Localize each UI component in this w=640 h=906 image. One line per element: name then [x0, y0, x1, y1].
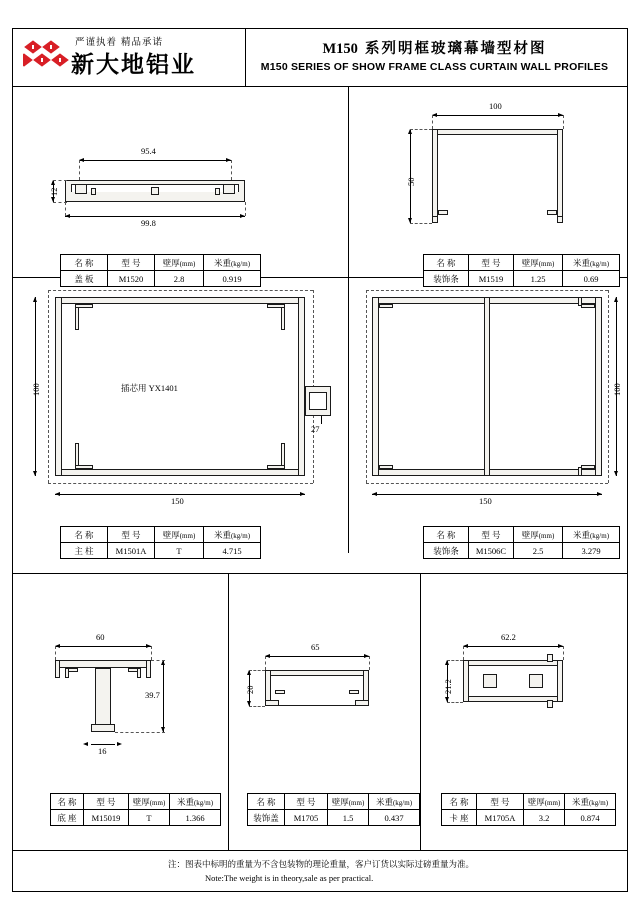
drawing-header [13, 29, 627, 87]
profile-cell-deco-strip-1506c [348, 278, 627, 573]
cell-weight: 0.437 [369, 810, 420, 826]
dim-text-95-4: 95.4 [141, 146, 156, 156]
profile-cell-base [13, 574, 228, 850]
cell-thickness: 2.8 [155, 271, 204, 287]
header-weight-unit: (kg/m) [392, 798, 413, 807]
profile-cell-main-mullion [13, 278, 348, 573]
deco-strip-left-wall [432, 129, 438, 223]
bounding-dash-bottom [366, 483, 608, 484]
header-weight-unit: (kg/m) [589, 531, 610, 540]
deco-cap-bottom-lip-left [265, 700, 279, 706]
header-thickness-label: 壁厚 [527, 796, 545, 807]
clamp-seat-left-wall [463, 660, 469, 702]
header-weight-label: 米重 [571, 796, 589, 807]
header-thickness [155, 255, 204, 271]
spec-table-clamp-seat [441, 793, 616, 826]
cell-weight: 4.715 [204, 543, 261, 559]
clamp-seat-screw-boss-right [529, 674, 543, 688]
dim-line-39-7 [163, 660, 164, 732]
extension-line [53, 180, 67, 181]
dim-line-62-2 [463, 646, 563, 647]
header-weight-unit: (kg/m) [193, 798, 214, 807]
header-weight [204, 527, 261, 543]
deco-cap-top-wall [265, 670, 369, 676]
header-weight-label: 米重 [572, 529, 590, 540]
mullion-rib-tr2 [267, 304, 285, 308]
header-weight-label: 米重 [572, 257, 590, 268]
cell-name: 装饰盖 [248, 810, 285, 826]
header-weight-unit: (kg/m) [588, 798, 609, 807]
header-model: 型 号 [285, 794, 328, 810]
extension-line [447, 660, 463, 661]
dim-text-60: 60 [96, 632, 105, 642]
deco-cap-inner-hook [275, 690, 285, 694]
deco1506c-center-web [484, 297, 490, 476]
cell-thickness: 1.5 [328, 810, 369, 826]
header-thickness-unit: (mm) [538, 531, 555, 540]
spec-table-deco-strip-1506c [423, 526, 620, 559]
extension-line [410, 223, 432, 224]
cell-thickness: 1.25 [514, 271, 563, 287]
deco-strip-hook-right [547, 210, 557, 215]
cell-name: 装饰条 [424, 271, 469, 287]
header-weight-unit: (kg/m) [230, 259, 251, 268]
extension-line [249, 670, 265, 671]
cover-plate-rib-right [215, 188, 220, 195]
dim-line-27 [321, 416, 322, 424]
header-name: 名 称 [424, 255, 469, 271]
mullion-wall-left [55, 297, 62, 476]
deco1506c-hook-tl [379, 304, 393, 308]
profile-cell-cover-plate [13, 88, 348, 284]
cover-plate-rib-left [91, 188, 96, 195]
cell-name: 卡 座 [442, 810, 477, 826]
cell-model: M1520 [108, 271, 155, 287]
extension-line [151, 660, 165, 661]
extension-line [249, 706, 265, 707]
header-weight [563, 527, 620, 543]
title-chinese-text: 系列明框玻璃幕墙型材图 [365, 41, 547, 57]
dim-text-20: 20 [245, 685, 255, 694]
clamp-seat-tab-bottom [547, 700, 553, 708]
title-english: M150 SERIES OF SHOW FRAME CLASS CURTAIN WALL PROFILES [260, 61, 609, 73]
header-weight [563, 255, 620, 271]
mullion-rib-bl2 [75, 465, 93, 469]
dim-line-95-4 [79, 160, 231, 161]
dim-text-100: 100 [489, 101, 502, 111]
deco-cap-bottom-lip-right [355, 700, 369, 706]
dim-text-100-left: 100 [31, 383, 41, 396]
bounding-dash-bottom [48, 483, 313, 484]
profile-cell-deco-cap [229, 574, 420, 850]
deco1506c-wall-left [372, 297, 379, 476]
dim-arrow-up [614, 297, 618, 302]
clamp-seat-tab-top [547, 654, 553, 662]
header-thickness [524, 794, 565, 810]
cell-thickness: T [129, 810, 170, 826]
dim-line-60 [55, 646, 151, 647]
clamp-seat-right-wall [557, 660, 563, 702]
extension-line [447, 702, 463, 703]
header-thickness-unit: (mm) [179, 259, 196, 268]
base-hook-left2 [65, 668, 69, 678]
header-thickness-unit: (mm) [149, 798, 166, 807]
header-model: 型 号 [108, 255, 155, 271]
footer-note-english: Note:The weight is in theory,sale as per practical. [205, 873, 374, 883]
dim-line-100 [432, 115, 563, 116]
cell-name: 装饰条 [424, 543, 469, 559]
dim-arrow-right [597, 492, 602, 496]
row-divider-4 [13, 850, 627, 851]
extension-line [563, 646, 564, 660]
dim-arrow-right [300, 492, 305, 496]
dim-arrow-down [33, 471, 37, 476]
cell-weight: 3.279 [563, 543, 620, 559]
cell-thickness: T [155, 543, 204, 559]
header-thickness-label: 壁厚 [521, 257, 539, 268]
header-name: 名 称 [61, 527, 108, 543]
base-stem [95, 668, 111, 732]
mullion-wall-bottom [55, 469, 305, 476]
company-logo-block [13, 29, 245, 86]
header-name: 名 称 [61, 255, 108, 271]
cell-weight: 0.69 [563, 271, 620, 287]
extension-line [463, 646, 464, 660]
header-thickness-unit: (mm) [538, 259, 555, 268]
dim-arrow-left [83, 742, 88, 746]
deco1506c-wall-right [595, 297, 602, 476]
header-thickness [129, 794, 170, 810]
header-weight [170, 794, 221, 810]
header-weight-label: 米重 [176, 796, 194, 807]
mullion-rib-tl2 [75, 304, 93, 308]
spec-table-base [50, 793, 221, 826]
spec-table-deco-cap [247, 793, 420, 826]
dim-line-16 [91, 744, 115, 745]
dim-line-65 [265, 656, 369, 657]
dim-arrow-left [55, 492, 60, 496]
profile-cell-deco-strip-1519 [348, 88, 627, 284]
company-logo-icon [23, 39, 69, 69]
cover-plate-clip-right [223, 184, 235, 194]
deco1506c-hook-bl [379, 465, 393, 469]
bounding-dash-left [366, 290, 367, 483]
cell-thickness: 2.5 [514, 543, 563, 559]
deco1506c-notch-top [578, 297, 582, 306]
dim-text-100-right: 100 [612, 383, 622, 396]
deco-strip-right-wall [557, 129, 563, 223]
bounding-dash-top [48, 290, 313, 291]
header-weight-label: 米重 [213, 257, 231, 268]
dim-text-50: 50 [406, 177, 416, 186]
company-name: 新大地铝业 [71, 52, 196, 78]
header-weight-unit: (kg/m) [589, 259, 610, 268]
cell-weight: 0.874 [565, 810, 616, 826]
header-thickness-label: 壁厚 [132, 796, 150, 807]
header-weight-label: 米重 [213, 529, 231, 540]
deco-strip-foot-right [557, 216, 563, 223]
cell-model: M15019 [84, 810, 129, 826]
dim-line-50 [410, 129, 411, 223]
cell-name: 主 柱 [61, 543, 108, 559]
profile-cell-clamp-seat [421, 574, 627, 850]
bounding-dash-left [48, 290, 49, 483]
header-model: 型 号 [469, 527, 514, 543]
mullion-core-note: 插芯用 YX1401 [121, 383, 178, 393]
deco-cap-inner-hook-right [349, 690, 359, 694]
extension-line [563, 115, 564, 129]
dim-text-99-8: 99.8 [141, 218, 156, 228]
cell-name: 底 座 [51, 810, 84, 826]
base-top-flange [55, 660, 151, 668]
deco1506c-hook-br [581, 465, 595, 469]
dim-text-27: 27 [311, 424, 320, 434]
header-weight [369, 794, 420, 810]
cell-name: 盖 板 [61, 271, 108, 287]
header-model: 型 号 [477, 794, 524, 810]
dim-line-150 [55, 494, 305, 495]
extension-line [115, 732, 165, 733]
header-thickness [328, 794, 369, 810]
deco-strip-outline [432, 129, 563, 223]
deco-strip-foot-left [432, 216, 438, 223]
base-flange-lip-right [146, 660, 151, 678]
header-name: 名 称 [248, 794, 285, 810]
bounding-dash-right [608, 290, 609, 483]
cell-model: M1506C [469, 543, 514, 559]
spec-table-main-mullion [60, 526, 261, 559]
cell-model: M1501A [108, 543, 155, 559]
mullion-rib-br2 [267, 465, 285, 469]
extension-line [79, 160, 80, 180]
cell-weight: 1.366 [170, 810, 221, 826]
header-name: 名 称 [51, 794, 84, 810]
deco1506c-notch-bottom [578, 467, 582, 476]
extension-line [245, 202, 246, 216]
header-name: 名 称 [424, 527, 469, 543]
dim-text-16: 16 [98, 746, 107, 756]
extension-line [265, 656, 266, 670]
dim-text-150: 150 [479, 496, 492, 506]
extension-line [231, 160, 232, 180]
cell-model: M1705 [285, 810, 328, 826]
clamp-seat-screw-boss-left [483, 674, 497, 688]
dim-text-150: 150 [171, 496, 184, 506]
header-weight [565, 794, 616, 810]
title-block [245, 29, 627, 86]
cover-plate-clip-left [75, 184, 87, 194]
footer-note-chinese: 注：图表中标明的重量为不含包装物的理论重量，客户订货以实际过磅重量为准。 [168, 859, 475, 869]
dim-arrow-right [117, 742, 122, 746]
deco1506c-hook-tr [581, 304, 595, 308]
dim-text-39-7: 39.7 [145, 690, 160, 700]
dim-line-150 [372, 494, 602, 495]
header-model: 型 号 [469, 255, 514, 271]
dim-arrow-left [372, 492, 377, 496]
dim-text-65: 65 [311, 642, 320, 652]
mullion-wall-top [55, 297, 305, 304]
dim-line-99-8 [65, 216, 245, 217]
header-thickness-label: 壁厚 [162, 257, 180, 268]
extension-line [410, 129, 432, 130]
company-slogan: 严谨执着 精品承诺 [75, 37, 164, 48]
dim-text-12: 12 [49, 187, 59, 196]
dim-text-62-2: 62.2 [501, 632, 516, 642]
extension-line [65, 202, 66, 216]
extension-line [369, 656, 370, 670]
title-chinese [246, 37, 623, 58]
header-thickness [514, 255, 563, 271]
header-name: 名 称 [442, 794, 477, 810]
cover-plate-center-rib [151, 187, 159, 195]
header-thickness-unit: (mm) [348, 798, 365, 807]
header-thickness-unit: (mm) [544, 798, 561, 807]
mullion-outline [55, 297, 305, 476]
mullion-wall-right [298, 297, 305, 476]
mullion-side-boss-hole [309, 392, 327, 410]
title-series-code: M150 [322, 41, 358, 57]
dim-arrow-down [614, 471, 618, 476]
header-model: 型 号 [84, 794, 129, 810]
header-weight [204, 255, 261, 271]
header-model: 型 号 [108, 527, 155, 543]
base-stem-foot [91, 724, 115, 732]
dim-arrow-up [33, 297, 37, 302]
header-weight-unit: (kg/m) [230, 531, 251, 540]
dim-text-21-2: 21.2 [443, 679, 453, 694]
bounding-dash-top [366, 290, 608, 291]
header-thickness-unit: (mm) [179, 531, 196, 540]
header-thickness-label: 壁厚 [331, 796, 349, 807]
deco-strip-top-wall [432, 129, 563, 135]
extension-line [55, 646, 56, 660]
base-flange-lip-left [55, 660, 60, 678]
deco-strip-hook-left [438, 210, 448, 215]
header-thickness [514, 527, 563, 543]
cell-model: M1519 [469, 271, 514, 287]
cell-model: M1705A [477, 810, 524, 826]
extension-line [432, 115, 433, 129]
base-hook-right2 [137, 668, 141, 678]
header-thickness-label: 壁厚 [521, 529, 539, 540]
header-weight-label: 米重 [375, 796, 393, 807]
cell-weight: 0.919 [204, 271, 261, 287]
extension-line [151, 646, 152, 660]
header-thickness [155, 527, 204, 543]
cell-thickness: 3.2 [524, 810, 565, 826]
header-thickness-label: 壁厚 [162, 529, 180, 540]
